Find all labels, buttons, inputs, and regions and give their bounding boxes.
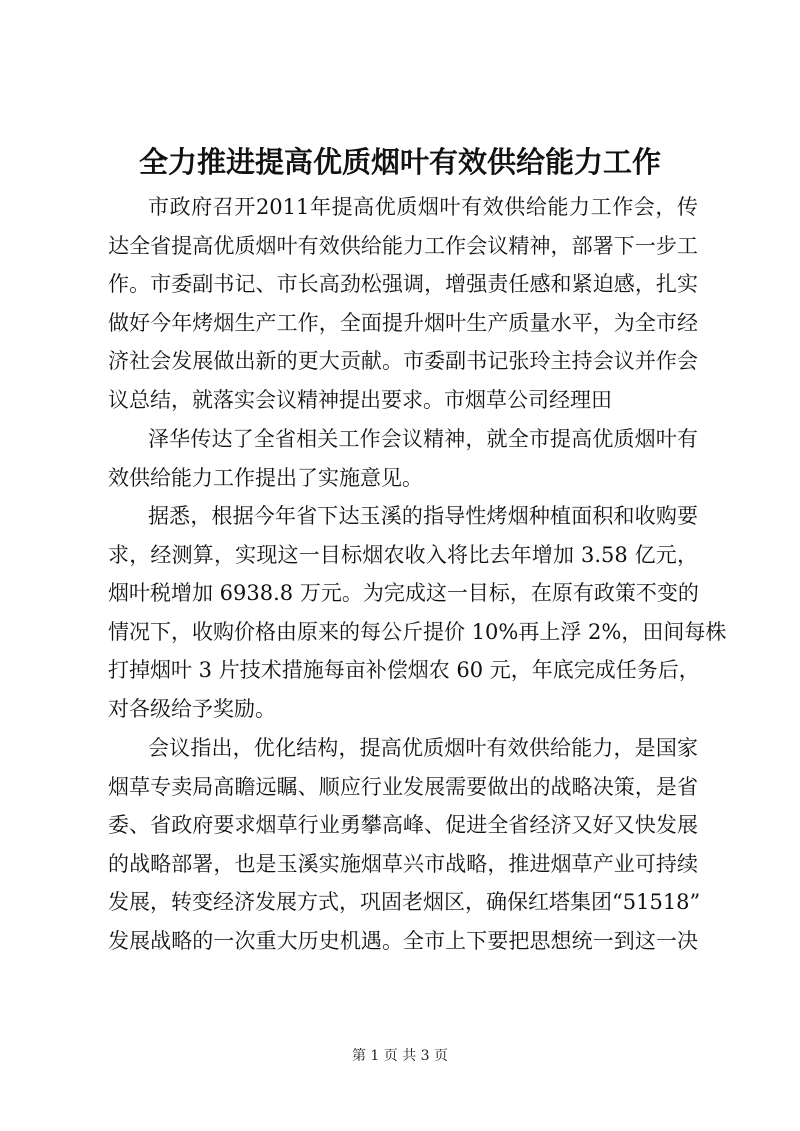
- paragraph-line: 达全省提高优质烟叶有效供给能力工作会议精神，部署下一步工: [108, 233, 698, 258]
- paragraph-line: 烟草专卖局高瞻远瞩、顺应行业发展需要做出的战略决策，是省: [108, 774, 698, 799]
- paragraph-line: 委、省政府要求烟草行业勇攀高峰、促进全省经济又好又快发展: [108, 813, 698, 838]
- paragraph-line: 议总结，就落实会议精神提出要求。市烟草公司经理田: [108, 387, 612, 412]
- paragraph-line: 对各级给予奖励。: [108, 696, 276, 721]
- paragraph-line: 据悉，根据今年省下达玉溪的指导性烤烟种植面积和收购要: [148, 504, 698, 528]
- paragraph-line: 情况下，收购价格由原来的每公斤提价 10%再上浮 2%，田间每株: [108, 619, 727, 644]
- paragraph-2: [108, 420, 698, 497]
- document-title: 全力推进提高优质烟叶有效供给能力工作: [138, 145, 661, 179]
- paragraph-line: 做好今年烤烟生产工作，全面提升烟叶生产质量水平，为全市经: [108, 310, 698, 335]
- paragraph-4: [108, 729, 701, 961]
- paragraph-line: 发展，转变经济发展方式，巩固老烟区，确保红塔集团“51518”: [108, 890, 701, 915]
- paragraph-line: 济社会发展做出新的更大贡献。市委副书记张玲主持会议并作会: [108, 349, 698, 374]
- paragraph-1: [108, 188, 698, 420]
- paragraph-line: 求，经测算，实现这一目标烟农收入将比去年增加 3.58 亿元，: [108, 542, 698, 567]
- paragraph-line: 发展战略的一次重大历史机遇。全市上下要把思想统一到这一决: [108, 928, 698, 953]
- paragraph-line: 的战略部署，也是玉溪实施烟草兴市战略，推进烟草产业可持续: [108, 851, 698, 876]
- page-footer: 第 1 页 共 3 页: [351, 1048, 449, 1064]
- paragraph-line: 效供给能力工作提出了实施意见。: [108, 465, 423, 490]
- paragraph-line: 打掉烟叶 3 片技术措施每亩补偿烟农 60 元，年底完成任务后，: [108, 658, 700, 683]
- paragraph-line: 泽华传达了全省相关工作会议精神，就全市提高优质烟叶有: [148, 427, 698, 451]
- paragraph-line: 市政府召开2011年提高优质烟叶有效供给能力工作会，传: [148, 195, 698, 219]
- paragraph-line: 会议指出，优化结构，提高优质烟叶有效供给能力，是国家: [148, 736, 698, 760]
- paragraph-3: [108, 497, 727, 729]
- paragraph-line: 作。市委副书记、市长高劲松强调，增强责任感和紧迫感，扎实: [108, 272, 698, 297]
- paragraph-line: 烟叶税增加 6938.8 万元。为完成这一目标，在原有政策不变的: [108, 581, 699, 606]
